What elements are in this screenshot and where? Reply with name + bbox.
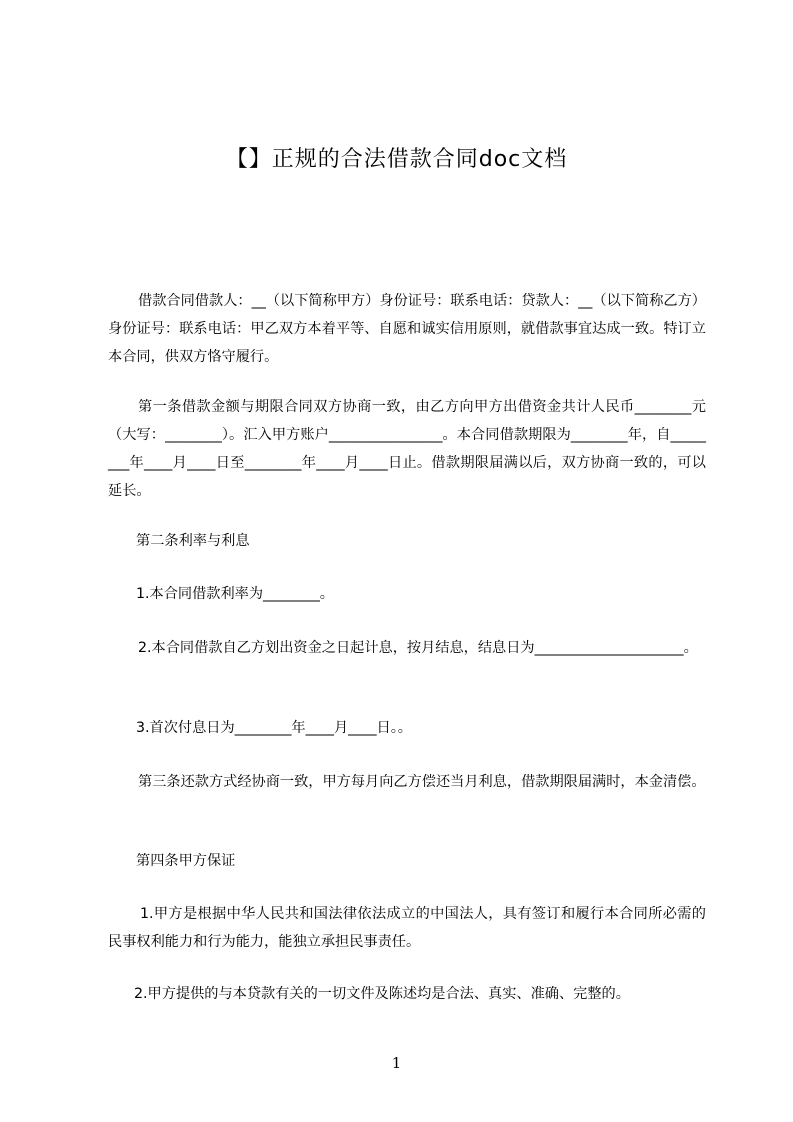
heading-article-2: 第二条利率与利息	[136, 533, 250, 549]
paragraph-article-4-item-1: 1.甲方是根据中华人民共和国法律依法成立的中国法人，具有签订和履行本合同所必需的民事权利能力和行为能力，能独立承担民事责任。	[108, 906, 706, 950]
paragraph-article-3: 第三条还款方式经协商一致，甲方每月向乙方偿还当月利息，借款期限届满时，本金清偿。	[138, 774, 706, 790]
paragraph-article-2-item-3: 3.首次付息日为________年____月____日。。	[136, 720, 412, 736]
paragraph-article-2-item-2: 2.本合同借款自乙方划出资金之日起计息，按月结息，结息日为_____________________。	[138, 640, 698, 656]
paragraph-preamble: 借款合同借款人：__（以下简称甲方）身份证号：联系电话：贷款人：__（以下简称乙方）身份证号：联系电话：甲乙双方本着平等、自愿和诚实信用原则，就借款事宜达成一致。特订立本合同，供双方恪守履行。	[108, 293, 706, 365]
paragraph-article-4-item-2: 2.甲方提供的与本贷款有关的一切文件及陈述均是合法、真实、准确、完整的。	[134, 986, 630, 1002]
heading-article-4: 第四条甲方保证	[136, 853, 236, 869]
page-number: 1	[391, 1054, 402, 1072]
paragraph-article-2-item-1: 1.本合同借款利率为________。	[136, 586, 334, 602]
document-title: 【】正规的合法借款合同doc文档	[225, 147, 568, 172]
paragraph-article-1: 第一条借款金额与期限合同双方协商一致，由乙方向甲方出借资金共计人民币________元（大写：________）。汇入甲方账户________________。本合同借款期限为________年，自________年____月____日至________年____月____日止。借款期限届满以后，双方协商一致的，可以延长。	[108, 399, 706, 499]
